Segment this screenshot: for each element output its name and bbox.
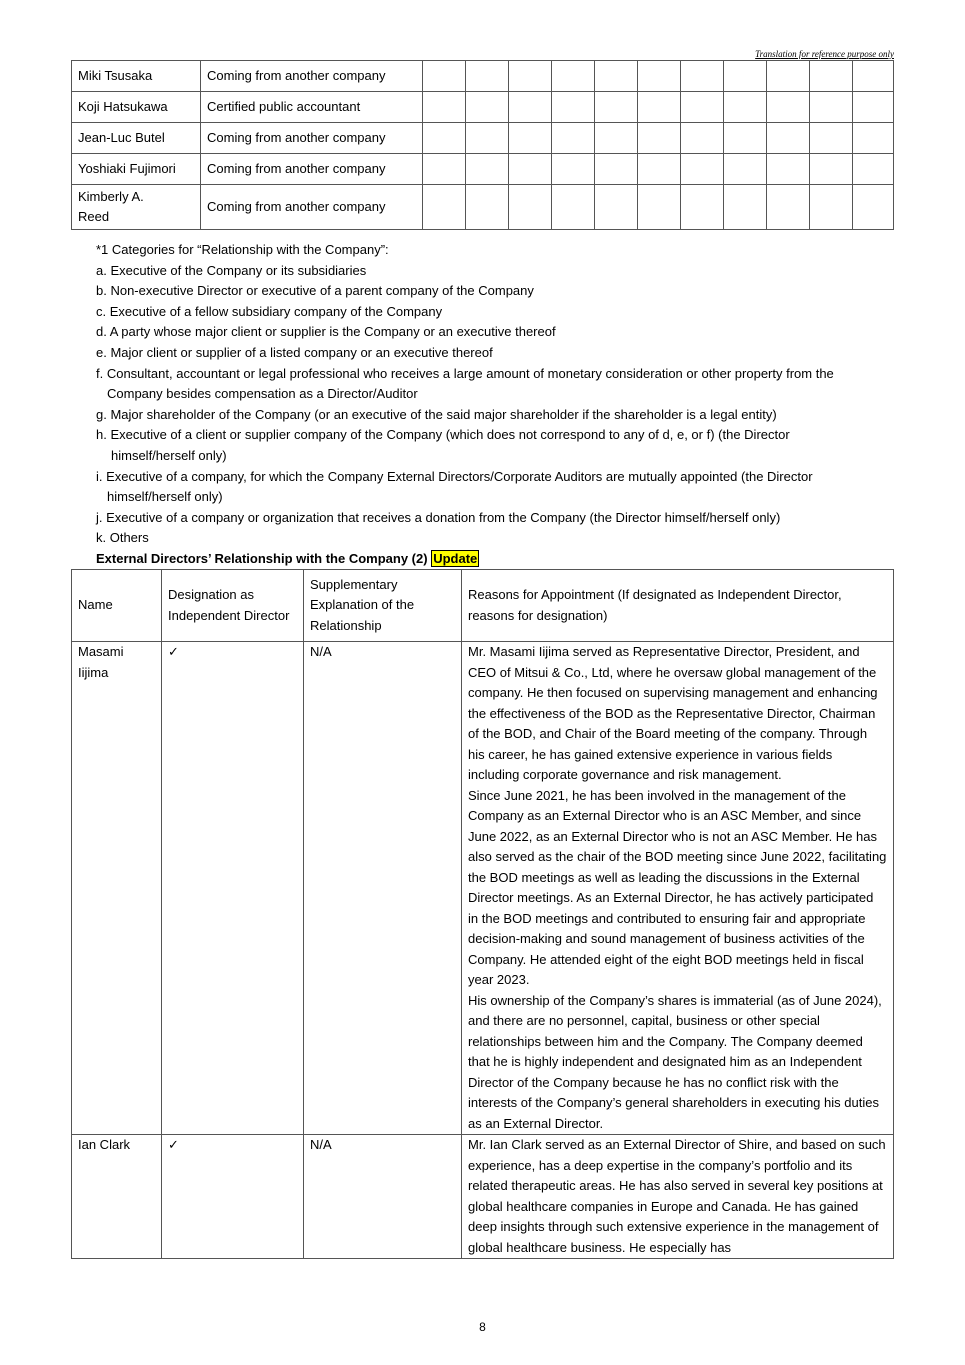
page-number: 8 (479, 1320, 486, 1334)
reasons-paragraph: Mr. Masami Iijima served as Representative Director, President, and CEO of Mitsui & Co., Ltd, where he oversaw global management of the company. He then focused on supervising management and enhancing the effectiveness of the BOD as the Representative Director, Chairman of the BOD, and Chair of the Board meeting of the company. Through his career, he has gained extensive experience in various fields including corporate governance and risk management. (468, 644, 878, 782)
director-name: Yoshiaki Fujimori (72, 154, 201, 185)
director-attribute: Certified public accountant (201, 92, 423, 123)
category-cell (638, 185, 681, 230)
category-cell (423, 92, 466, 123)
category-cell (810, 61, 853, 92)
category-cell (810, 123, 853, 154)
category-cell (423, 61, 466, 92)
director-name: Ian Clark (72, 1135, 162, 1259)
note-j: j. Executive of a company or organization that receives a donation from the Company (the Director himself/herself only) (96, 509, 781, 525)
category-cell (552, 123, 595, 154)
director-name-line: Reed (78, 209, 110, 224)
category-cell (552, 92, 595, 123)
director-attribute: Coming from another company (201, 61, 423, 92)
category-cell (853, 123, 894, 154)
director-attribute: Coming from another company (201, 154, 423, 185)
category-cell (767, 92, 810, 123)
section-title (96, 549, 479, 569)
category-cell (810, 92, 853, 123)
category-cell (466, 123, 509, 154)
category-cell (552, 61, 595, 92)
category-cell (638, 61, 681, 92)
category-cell (509, 154, 552, 185)
category-cell (423, 154, 466, 185)
category-cell (595, 154, 638, 185)
table-row (72, 154, 894, 185)
reasons-paragraph: Mr. Ian Clark served as an External Director of Shire, and based on such experience, has a deep expertise in the company’s portfolio and its related therapeutic areas. He has also served in several key positions at global healthcare companies in Europe and Canada. He has gained deep insights through such extensive experience in the management of global healthcare business. He especially has (468, 1137, 886, 1255)
director-name: Miki Tsusaka (72, 61, 201, 92)
category-cell (767, 185, 810, 230)
category-cell (853, 92, 894, 123)
category-cell (810, 154, 853, 185)
category-cell (595, 185, 638, 230)
category-cell (423, 123, 466, 154)
category-cell (724, 185, 767, 230)
note-f-cont: Company besides compensation as a Director/Auditor (107, 386, 418, 402)
reasons-paragraph: His ownership of the Company’s shares is immaterial (as of June 2024), and there are no personnel, capital, business or other special relationships between him and the Company. The Company deemed that he is highly independent and designated him as an Independent Director of the Company because he has no conflict risk with the interests of the Company’s general shareholders in executing his duties as an External Director. (468, 992, 882, 1131)
director-name-line: Kimberly A. (78, 188, 144, 204)
category-cell (724, 154, 767, 185)
header-supplementary: Supplementary Explanation of the Relationship (304, 570, 462, 642)
relationship-table-2 (71, 569, 894, 1259)
note-k: k. Others (96, 530, 149, 546)
category-cell (423, 185, 466, 230)
note-a: a. Executive of the Company or its subsidiaries (96, 262, 367, 278)
category-cell (595, 61, 638, 92)
table-row (72, 642, 894, 1135)
category-cell (681, 92, 724, 123)
category-cell (681, 154, 724, 185)
note-h: h. Executive of a client or supplier company of the Company (which does not correspond to any of d, e, or f) (the Director (96, 427, 790, 443)
category-cell (724, 61, 767, 92)
director-name (72, 185, 201, 230)
note-i: i. Executive of a company, for which the Company External Directors/Corporate Auditors are mutually appointed (the Director (96, 468, 813, 484)
category-cell (466, 185, 509, 230)
category-cell (509, 123, 552, 154)
header-designation: Designation as Independent Director (162, 570, 304, 642)
category-cell (724, 123, 767, 154)
reasons-paragraph: Since June 2021, he has been involved in the management of the Company as an External Director who is an ASC Member, and since June 2022, as an External Director who is not an ASC Member. He has also served as the chair of the BOD meeting since June 2022, facilitating the BOD meetings as well as leading the discussions in the External Director meetings. As an External Director, he has actively participated in the BOD meetings and contributed to ensuring fair and appropriate decision-making and sound management of business activities of the Company. He attended eight of the eight BOD meetings held in fiscal year 2023. (468, 787, 887, 987)
supplementary-explanation: N/A (304, 642, 462, 1135)
director-name: Masami Iijima (72, 642, 162, 1135)
translation-note: Translation for reference purpose only (755, 49, 894, 59)
category-cell (853, 61, 894, 92)
note-g: g. Major shareholder of the Company (or an executive of the said major shareholder if the shareholder is a legal entity) (96, 406, 777, 422)
director-name: Koji Hatsukawa (72, 92, 201, 123)
note-f: f. Consultant, accountant or legal professional who receives a large amount of monetary consideration or other property from the (96, 365, 834, 381)
section-title-text: External Directors’ Relationship with the Company (2) (96, 551, 428, 566)
relationship-categories-notes (96, 240, 896, 549)
independent-check: ✓ (162, 1135, 304, 1259)
director-attribute: Coming from another company (201, 123, 423, 154)
category-cell (681, 61, 724, 92)
note-h-cont: himself/herself only) (111, 447, 227, 463)
category-cell (853, 154, 894, 185)
category-cell (767, 61, 810, 92)
category-cell (724, 92, 767, 123)
note-d: d. A party whose major client or supplier is the Company or an executive thereof (96, 324, 556, 340)
category-cell (552, 154, 595, 185)
category-cell (552, 185, 595, 230)
update-badge: Update (433, 551, 478, 566)
category-cell (810, 185, 853, 230)
note-i-cont: himself/herself only) (107, 489, 223, 505)
note-b: b. Non-executive Director or executive of a parent company of the Company (96, 283, 534, 299)
table-row (72, 92, 894, 123)
category-cell (509, 185, 552, 230)
category-cell (509, 61, 552, 92)
category-cell (466, 154, 509, 185)
category-cell (681, 185, 724, 230)
category-cell (638, 92, 681, 123)
category-cell (853, 185, 894, 230)
appointment-reasons (462, 642, 894, 1135)
independent-check: ✓ (162, 642, 304, 1135)
table-row (72, 185, 894, 230)
header-name: Name (72, 570, 162, 642)
note-c: c. Executive of a fellow subsidiary company of the Company (96, 303, 443, 319)
table-row (72, 1135, 894, 1259)
category-cell (595, 92, 638, 123)
director-name: Jean-Luc Butel (72, 123, 201, 154)
note-e: e. Major client or supplier of a listed company or an executive thereof (96, 344, 493, 360)
category-cell (767, 154, 810, 185)
category-cell (638, 154, 681, 185)
category-cell (638, 123, 681, 154)
category-cell (595, 123, 638, 154)
relationship-table-1 (71, 60, 894, 230)
header-reasons: Reasons for Appointment (If designated as Independent Director, reasons for designation) (462, 570, 894, 642)
director-attribute: Coming from another company (201, 185, 423, 230)
table-row (72, 123, 894, 154)
category-cell (466, 92, 509, 123)
appointment-reasons (462, 1135, 894, 1259)
category-cell (681, 123, 724, 154)
supplementary-explanation: N/A (304, 1135, 462, 1259)
notes-heading: *1 Categories for “Relationship with the Company”: (96, 242, 389, 257)
category-cell (767, 123, 810, 154)
category-cell (466, 61, 509, 92)
table-row (72, 61, 894, 92)
category-cell (509, 92, 552, 123)
table-header-row (72, 570, 894, 642)
